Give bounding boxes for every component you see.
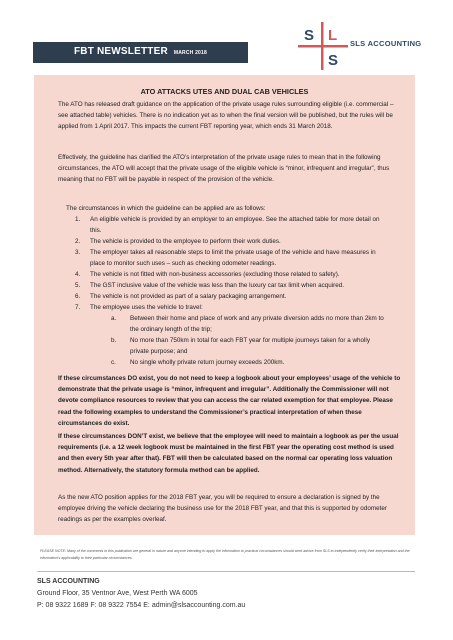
footer-contact: P: 08 9322 1689 F: 08 9322 7554 E: admin@slsaccounting.com.au — [37, 602, 246, 609]
newsletter-title-text: FBT NEWSLETTER — [73, 46, 168, 57]
paragraph-declaration: As the new ATO position applies for the 2018 FBT year, you will be required to ensure a declaration is signed by the employee driving the vehicle declaring the business use for the 2018 FBT year, and that this is supported by odometer readings as per the examples overleaf. — [58, 494, 387, 524]
newsletter-date: MARCH 2018 — [173, 50, 207, 56]
footer-divider — [37, 571, 415, 572]
paragraph-circumstances-not-exist: If these circumstances DON’T exist, we believe that the employee will need to maintain a logbook as per the usual requirements (i.e. a 12 week logbook must be maintained in the first FBT year the operating cost method is used and then every 5th year after that). FBT will then be calculated based on the normal car operating loss valuation method. Alternatively, the statutory formula method can be applied. — [58, 433, 399, 474]
disclaimer: PLEASE NOTE: Many of the comments in this publication are general in nature and anyone intending to apply the information to practical circumstances should seek advice from SLS to independently verify their interpretation and the information’s applicability to their particular circumstances. — [40, 549, 410, 560]
newsletter-title — [33, 44, 248, 61]
svg-text:S: S — [328, 52, 339, 69]
footer-company-name: SLS ACCOUNTING — [37, 578, 100, 585]
sls-logo-icon — [298, 22, 348, 70]
paragraph-intro: The ATO has released draft guidance on the application of the private usage rules surrounding eligible (i.e. commercial – see attached table) vehicles. There is no indication yet as to when the final version will be published, but the rules will be applied from 1 April 2017. This impacts the current FBT reporting year, which ends 31 March 2018. — [58, 101, 394, 131]
svg-text:L: L — [328, 27, 338, 44]
article-title: ATO ATTACKS UTES AND DUAL CAB VEHICLES — [140, 87, 309, 96]
circumstances-intro: The circumstances in which the guideline can be applied are as follows: — [66, 205, 266, 212]
paragraph-guideline: Effectively, the guideline has clarified the ATO’s interpretation of the private usage rules to mean that in the following circumstances, the ATO will accept that the private usage of the eligible vehicle is “minor, infrequent and irregular”, thus meaning that no FBT will be payable in respect of the provision of the vehicle. — [58, 154, 390, 184]
paragraph-circumstances-exist: If these circumstances DO exist, you do not need to keep a logbook about your employees’ usage of the vehicle to demonstrate that the private usage is “minor, infrequent and irregular”. Additionally the Commissioner will not devote compliance resources to review that you can access the car related exemption for that employee. Please read the following examples to understand the Commissioner’s practical interpretation of when these circumstances do exist. — [58, 375, 401, 427]
svg-text:S: S — [304, 27, 315, 44]
brand-name: SLS ACCOUNTING — [350, 39, 422, 48]
footer-address: Ground Floor, 35 Ventnor Ave, West Perth WA 6005 — [37, 590, 198, 597]
